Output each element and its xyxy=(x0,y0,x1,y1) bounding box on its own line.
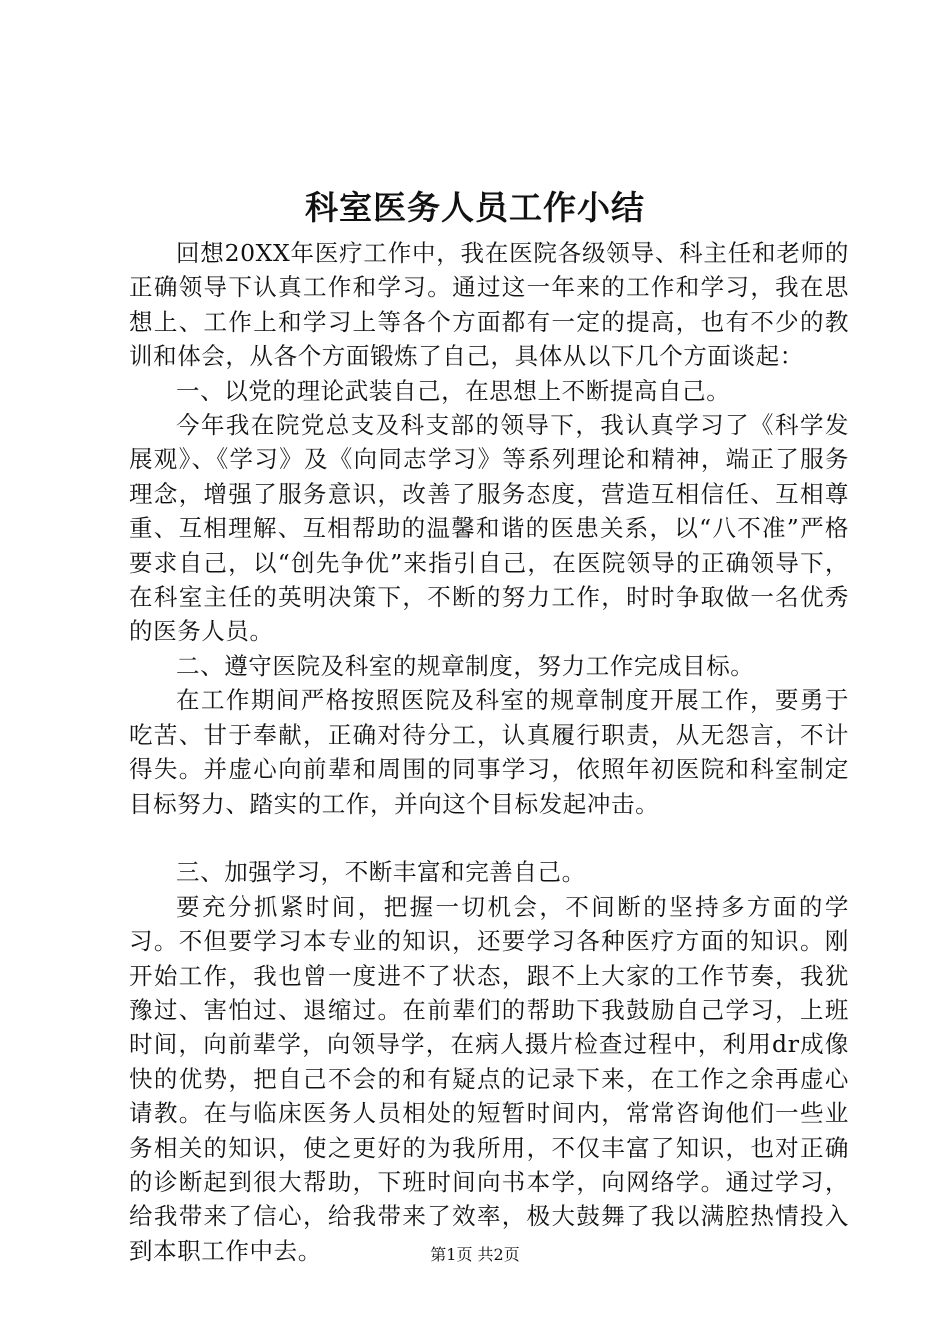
section-heading-2: 二、遵守医院及科室的规章制度，努力工作完成目标。 xyxy=(176,651,755,680)
paragraph-section-2: 在工作期间严格按照医院及科室的规章制度开展工作，要勇于吃苦、甘于奉献，正确对待分工，认真履行职责，从无怨言，不计得失。并虚心向前辈和周围的同事学习，依照年初医院和科室制定目标努力、踏实的工作，并向这个目标发起冲击。 xyxy=(129,686,849,818)
document-title: 科室医务人员工作小结 xyxy=(305,188,645,227)
paragraph-section-3: 要充分抓紧时间，把握一切机会，不间断的坚持多方面的学习。不但要学习本专业的知识，还要学习各种医疗方面的知识。刚开始工作，我也曾一度进不了状态，跟不上大家的工作节奏，我犹豫过、害怕过、退缩过。在前辈们的帮助下我鼓励自己学习，上班时间，向前辈学，向领导学，在病人摄片检查过程中，利用dr成像快的优势，把自己不会的和有疑点的记录下来，在工作之余再虚心请教。在与临床医务人员相处的短暂时间内，常常咨询他们一些业务相关的知识，使之更好的为我所用，不仅丰富了知识，也对正确的诊断起到很大帮助，下班时间向书本学，向网络学。通过学习，给我带来了信心，给我带来了效率，极大鼓舞了我以满腔热情投入到本职工作中去。 xyxy=(129,892,849,1265)
section-heading-1: 一、以党的理论武装自己，在思想上不断提高自己。 xyxy=(176,376,731,405)
section-heading-3: 三、加强学习，不断丰富和完善自己。 xyxy=(176,858,586,887)
paragraph-intro: 回想20XX年医疗工作中，我在医院各级领导、科主任和老师的正确领导下认真工作和学习。通过这一年来的工作和学习，我在思想上、工作上和学习上等各个方面都有一定的提高，也有不少的教训和体会，从各个方面锻炼了自己，具体从以下几个方面谈起： xyxy=(129,239,849,371)
page-number-footer: 第1页 共2页 xyxy=(430,1245,520,1264)
paragraph-section-1: 今年我在院党总支及科支部的领导下，我认真学习了《科学发展观》、《学习》及《向同志学习》等系列理论和精神，端正了服务理念，增强了服务意识，改善了服务态度，营造互相信任、互相尊重、互相理解、互相帮助的温馨和谐的医患关系，以“八不准”严格要求自己，以“创先争优”来指引自己，在医院领导的正确领导下，在科室主任的英明决策下，不断的努力工作，时时争取做一名优秀的医务人员。 xyxy=(129,411,849,646)
document-body xyxy=(129,236,849,1268)
